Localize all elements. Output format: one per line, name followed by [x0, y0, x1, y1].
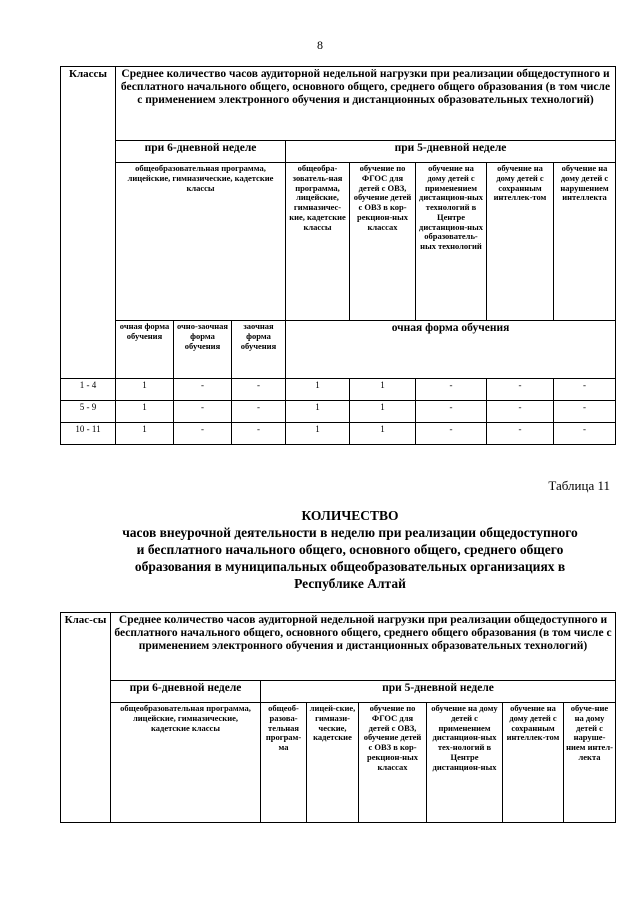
cell: 1: [350, 423, 416, 445]
five-day-col-6: обуче-ние на дому детей с наруше-нием интел-лекта: [564, 703, 616, 823]
title-line-1: КОЛИЧЕСТВО: [301, 508, 399, 523]
form-full-time: очная форма обучения: [116, 321, 174, 379]
cell: -: [174, 423, 232, 445]
cell: -: [416, 423, 487, 445]
cell: 1: [286, 379, 350, 401]
table-row: [61, 423, 616, 445]
cell: -: [487, 379, 554, 401]
five-day-col-5: обучение на дому детей с сохранным интеллек-том: [503, 703, 564, 823]
cell: -: [232, 379, 286, 401]
cell: -: [232, 401, 286, 423]
main-header: Среднее количество часов аудиторной недельной нагрузки при реализации общедоступного и бесплатного начального общего, основного общего, среднего общего образования (в том числе с применением электронного обучения и дистанционных образовательных технологий): [111, 613, 616, 681]
five-day-col-5: обучение на дому детей с нарушением интеллекта: [554, 163, 616, 321]
section-title: [120, 508, 580, 592]
table-label: Таблица 11: [548, 478, 610, 493]
five-day-col-2: обучение по ФГОС для детей с ОВЗ, обучение детей с ОВЗ в кор-рекцион-ных классах: [350, 163, 416, 321]
table-extracurricular-hours: [60, 612, 616, 823]
cell: 1: [116, 423, 174, 445]
row-class: 10 - 11: [61, 423, 116, 445]
cell: -: [554, 379, 616, 401]
main-header: Среднее количество часов аудиторной недельной нагрузки при реализации общедоступного и бесплатного начального общего, основного общего, среднего общего образования (в том числе с применением электронного обучения и дистанционных образовательных технологий): [116, 67, 616, 141]
five-day-form: очная форма обучения: [286, 321, 616, 379]
cell: -: [416, 379, 487, 401]
title-rest: часов внеурочной деятельности в неделю при реализации общедоступного и бесплатного начального общего, основного общего, среднего общего образования в муниципальных общеобразовательных организациях в Республике Алтай: [122, 524, 578, 591]
five-day-col-3: обучение по ФГОС для детей с ОВЗ, обучение детей с ОВЗ в кор-рекцион-ных классах: [359, 703, 427, 823]
six-day-header: при 6-дневной неделе: [111, 681, 261, 703]
classes-header: Клас-сы: [61, 613, 111, 823]
cell: -: [416, 401, 487, 423]
five-day-col-3: обучение на дому детей с применением дистанцион-ных технологий в Центре дистанцион-ных образователь-ных технологий: [416, 163, 487, 321]
form-distance: заочная форма обучения: [232, 321, 286, 379]
five-day-col-4: обучение на дому детей с сохранным интеллек-том: [487, 163, 554, 321]
cell: 1: [116, 401, 174, 423]
five-day-col-4: обучение на дому детей с применением дистанцион-ных тех-нологий в Центре дистанцион-ных: [427, 703, 503, 823]
cell: 1: [350, 401, 416, 423]
table-weekly-hours: [60, 66, 616, 445]
form-part-time: очно-заочная форма обучения: [174, 321, 232, 379]
cell: -: [174, 379, 232, 401]
cell: -: [554, 423, 616, 445]
five-day-col-2: лицей-ские, гимнази-ческие, кадетские: [307, 703, 359, 823]
cell: -: [487, 423, 554, 445]
row-class: 1 - 4: [61, 379, 116, 401]
six-day-header: при 6-дневной неделе: [116, 141, 286, 163]
cell: -: [232, 423, 286, 445]
five-day-col-1: общеобра-зователь-ная программа, лицейские, гимназичес-кие, кадетские классы: [286, 163, 350, 321]
five-day-header: при 5-дневной неделе: [286, 141, 616, 163]
row-class: 5 - 9: [61, 401, 116, 423]
five-day-header: при 5-дневной неделе: [261, 681, 616, 703]
cell: -: [487, 401, 554, 423]
cell: 1: [286, 423, 350, 445]
classes-header: Классы: [61, 67, 116, 379]
six-day-program: общеобразовательная программа, лицейские, гимназические, кадетские классы: [116, 163, 286, 321]
table-row: [61, 401, 616, 423]
six-day-program: общеобразовательная программа, лицейские, гимназические, кадетские классы: [111, 703, 261, 823]
cell: 1: [116, 379, 174, 401]
table-row: [61, 379, 616, 401]
five-day-col-1: общеоб-разова-тельная програм-ма: [261, 703, 307, 823]
cell: 1: [286, 401, 350, 423]
cell: 1: [350, 379, 416, 401]
page-number: 8: [317, 38, 323, 52]
cell: -: [554, 401, 616, 423]
cell: -: [174, 401, 232, 423]
